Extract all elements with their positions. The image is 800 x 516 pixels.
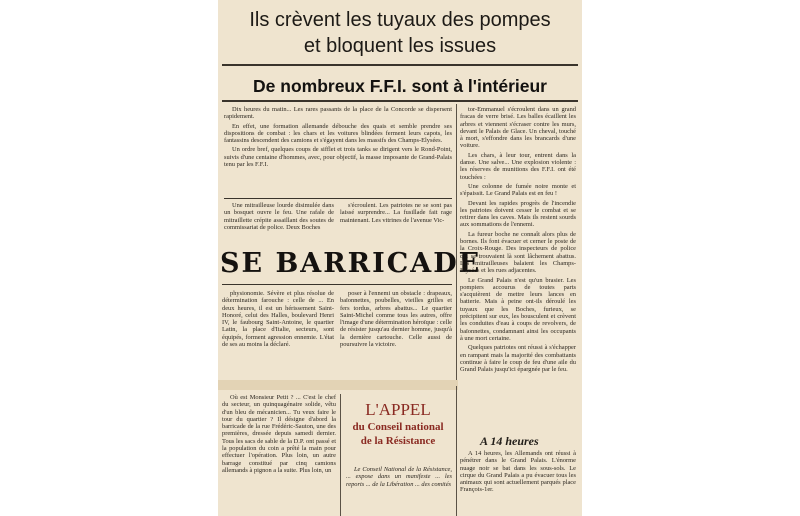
article-right-column	[460, 106, 576, 375]
paragraph: poser à l'ennemi un obstacle : drapeaux, baïonnettes, poubelles, vieilles grilles et fers tordus, arbres abattus... Le quartier Saint-Michel comme tous les autres, offre l'image d'une détermination héroïque : celle de résister jusqu'au dernier homme, jusqu'à la dernière cartouche. Celle aussi de poursuivre la victoire.	[340, 290, 452, 349]
rule-sub	[222, 100, 578, 102]
column-divider	[456, 104, 457, 380]
appel-box	[344, 400, 452, 448]
paragraph: Devant les rapides progrès de l'incendie les patriotes doivent cesser le combat et se retirer dans les caves. Mais ils restent sourds aux sommations de l'ennemi.	[460, 199, 576, 229]
barricade-headline: SE BARRICADE	[220, 248, 482, 279]
column-divider	[340, 394, 341, 516]
paragraph: La fureur boche ne connaît alors plus de bornes. Ils font évacuer et cerner le poste de la Croix-Rouge. Des inspecteurs de police qui se trouvaient là sont lâchement abattus. Les mitrailleuses balaient les Champs-Elysées et les rues adjacentes.	[460, 230, 576, 275]
a14-heading: A 14 heures	[480, 434, 539, 448]
appel-subtitle: du Conseil national	[352, 421, 444, 433]
left-col-continuation	[224, 202, 334, 233]
fold-strip	[218, 380, 458, 390]
headline-line1: Ils crèvent les tuyaux des pompes	[249, 9, 551, 31]
paragraph: Quelques patriotes ont réussi à s'échapper en rampant mais la majorité des combattants continue à faire le coup de feu d'une aile du Grand Palais jusqu'ici épargnée par le feu.	[460, 344, 576, 374]
appel-body	[346, 466, 452, 490]
subheadline: De nombreux F.F.I. sont à l'intérieur	[253, 76, 547, 96]
paragraph: Où est Monsieur Petit ? ... C'est le chef du secteur, un quinquagénaire solide, vêtu d'un bleu de mécanicien... Tu veux faire le tour du quartier ? Il désigne d'abord la barricade de la rue Frédéric-Sauton, une des premières, dressée depuis samedi dernier. Tous les sacs de sable de la D.P. ont passé et la population du coin a prêté la main pour effectuer l'opération. Plus loin, un autre barrage constitué par cinq camions allemands à pignon a la suite. Plus loin, un	[222, 394, 336, 474]
barricade-center-text	[340, 290, 452, 350]
mid-col-continuation	[340, 202, 452, 226]
lower-left-article	[222, 394, 336, 476]
paragraph: s'écroulent. Les patriotes ne se sont pas laissé surprendre... La fusillade fait rage maintenant. Les vitrines de l'avenue Vic-	[340, 202, 452, 224]
appel-title: L'APPEL	[365, 400, 431, 419]
paragraph: Les chars, à leur tour, entrent dans la danse. Une salve... Une explosion violente : les réserves de munitions des F.F.I. ont été touchées :	[460, 151, 576, 181]
paragraph: Un ordre bref, quelques coups de sifflet et trois tanks se dirigent vers le Rond-Point, suivis d'une centaine d'hommes, avec, pour objectif, la masse imposante de Grand-Palais tenu par les F.F.I.	[224, 146, 452, 169]
paragraph: Dix heures du matin... Les rares passants de la place de la Concorde se dispersent rapidement.	[224, 106, 452, 121]
a14-body	[460, 450, 576, 496]
newspaper-clipping	[218, 0, 582, 516]
rule-barricade	[222, 284, 452, 285]
headline-line2: et bloquent les issues	[303, 35, 497, 57]
appel-subtitle-2: de la Résistance	[360, 435, 436, 447]
barricade-left-text	[222, 290, 334, 350]
rule-top	[222, 64, 578, 66]
paragraph: Le Conseil National de la Résistance, ... expose dans un manifeste ... les reports ... de la Libération ... des comités	[346, 466, 452, 488]
rule-mid-left	[224, 198, 452, 199]
column-divider	[456, 386, 457, 516]
paragraph: A 14 heures, les Allemands ont réussi à pénétrer dans le Grand Palais. L'énorme nuage noir se bat dans les sous-sols. Le cirque du Grand Palais a pu évacuer tous les animaux qui sont actuellement parqués place François-1er.	[460, 450, 576, 494]
paragraph: Une colonne de fumée noire monte et s'épaissit. Le Grand Palais est en feu !	[460, 182, 576, 198]
paragraph: tor-Emmanuel s'écroulent dans un grand fracas de verre brisé. Les balles écaillent les arbres et viennent s'écraser contre les murs, devant le Palais de Glace. Un cheval, touché à mort, s'effondre dans les brancards d'une voiture.	[460, 106, 576, 150]
paragraph: Une mitrailleuse lourde disimulée dans un bosquet ouvre le feu. Une rafale de mitraillette crépite assaillant des soutes de commissariat de police. Deux Boches	[224, 202, 334, 231]
paragraph: Le Grand Palais n'est qu'un brasier. Les pompiers accourus de toutes parts s'acquièrent de mettre leurs lances en batterie. Mais à peine ont-ils déroulé les tuyaux que les Boches, furieux, se précipitent sur eux, les bousculent et crèvent les conduites d'eau à coups de revolvers, de baïonnettes, condamnant ainsi les occupants à une mort certaine.	[460, 276, 576, 342]
article-left-column	[224, 106, 452, 170]
paragraph: En effet, une formation allemande débouche des quais et semble prendre ses dispositions de combat : les chars et les voitures blindées ferment leurs capots, les fantassins descendent des camions et s'égayent dans les massifs des Champs-Elysées.	[224, 122, 452, 145]
paragraph: physionomie. Sévère et plus résolue de détermination farouche : celle de ... En deux heures, il est un hérissement Saint-Honoré, celui des Halles, boulevard Henri IV, le faubourg Saint-Antoine, le quartier Latin, la place d'Italie, secteurs, sont équipés, forment agression ennemie. L'état de ses au moins la déclaré.	[222, 290, 334, 349]
